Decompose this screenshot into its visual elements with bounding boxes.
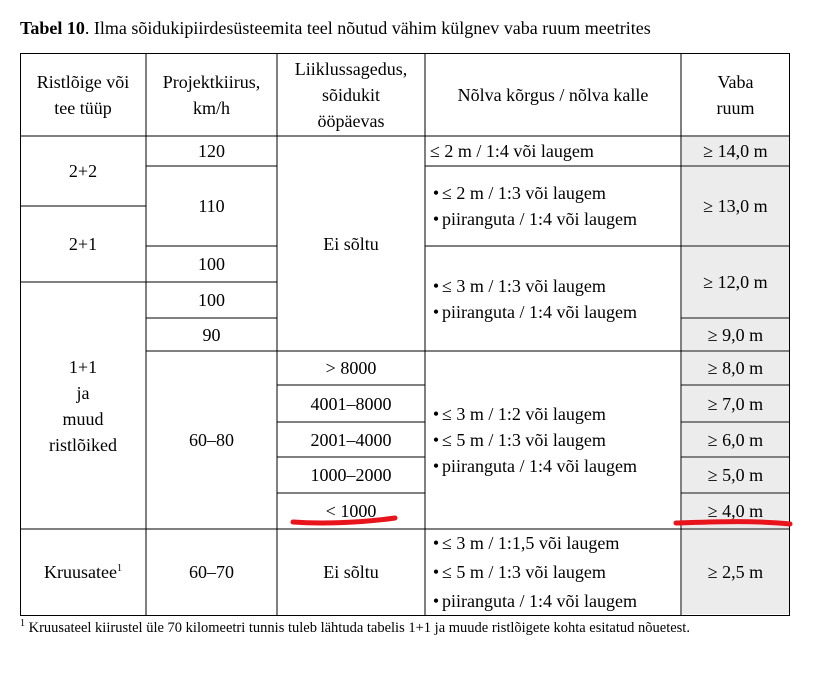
- cell-traffic-2001-4000: 2001–4000: [310, 429, 392, 450]
- cell-slope-5: • ≤ 3 m / 1:1,5 või laugem • ≤ 5 m / 1:3 või laugem • piiranguta / 1:4 või laugem: [426, 530, 680, 614]
- cell-traffic-gt-8000: > 8000: [325, 358, 377, 378]
- cell-traffic-1000-2000: 1000–2000: [310, 465, 392, 485]
- cell-clear-2-5: ≥ 2,5 m: [682, 530, 789, 614]
- cell-type-1-1: 1+1 ja muud ristlõiked: [49, 356, 117, 455]
- cell-clear-8: ≥ 8,0 m: [682, 352, 789, 384]
- cell-clear-14: ≥ 14,0 m: [682, 137, 789, 165]
- cell-type-2-1: 2+1: [68, 234, 98, 254]
- caption-text: . Ilma sõidukipiirdesüsteemita teel nõutud vähim külgnev vaba ruum meetrites: [84, 18, 651, 38]
- cell-traffic-independent: Ei sõltu: [323, 233, 379, 254]
- cell-clear-4: ≥ 4,0 m: [682, 494, 789, 528]
- cell-clear-12: ≥ 12,0 m: [682, 247, 789, 317]
- cell-type-2-2: 2+2: [68, 161, 98, 181]
- cell-clear-9: ≥ 9,0 m: [682, 319, 789, 350]
- cell-clear-5: ≥ 5,0 m: [682, 458, 789, 492]
- cell-clear-7: ≥ 7,0 m: [682, 386, 789, 421]
- cell-speed-100: 100: [198, 290, 225, 310]
- table-caption: [20, 18, 651, 39]
- cell-traffic-lt-1000: < 1000: [325, 501, 377, 521]
- cell-clear-13: ≥ 13,0 m: [682, 167, 789, 245]
- table-footnote: $^1$ Kruusateel kiirustel üle 70 kilomeetri tunnis tuleb lähtuda tabelis 1+1 ja muude ristlõigete kohta esitatud nõuetest.: [20, 618, 690, 636]
- cell-slope-1: ≤ 2 m / 1:4 või laugem: [430, 141, 594, 161]
- cell-speed-100: 100: [198, 254, 225, 274]
- cell-traffic-4001-8000: 4001–8000: [310, 393, 392, 414]
- header-cross-section: Ristlõige või tee tüüp: [36, 71, 130, 118]
- table-grid: [20, 53, 790, 616]
- header-slope: Nõlva kõrgus / nõlva kalle: [457, 84, 649, 105]
- cell-slope-3: • ≤ 3 m / 1:3 või laugem • piiranguta / 1:4 või laugem: [426, 247, 680, 350]
- cell-speed-60-80: 60–80: [189, 430, 234, 450]
- header-clear-zone: Vaba ruum: [716, 71, 755, 118]
- cell-type-gravel: Kruusatee$^1$: [44, 562, 122, 582]
- cell-slope-2: • ≤ 2 m / 1:3 või laugem • piiranguta / 1:4 või laugem: [426, 167, 680, 245]
- header-traffic-volume: Liiklussagedus, sõidukit ööpäevas: [294, 58, 408, 131]
- cell-speed-110: 110: [198, 196, 225, 216]
- header-design-speed: Projektkiirus, km/h: [162, 71, 261, 118]
- cell-speed-120: 120: [198, 141, 225, 161]
- cell-speed-60-70: 60–70: [189, 562, 234, 582]
- cell-slope-4: • ≤ 3 m / 1:2 või laugem • ≤ 5 m / 1:3 või laugem • piiranguta / 1:4 või laugem: [426, 352, 680, 528]
- cell-traffic-independent: Ei sõltu: [323, 562, 379, 582]
- cell-speed-90: 90: [202, 324, 221, 345]
- caption-label: Tabel 10: [20, 18, 85, 38]
- cell-clear-6: ≥ 6,0 m: [682, 423, 789, 456]
